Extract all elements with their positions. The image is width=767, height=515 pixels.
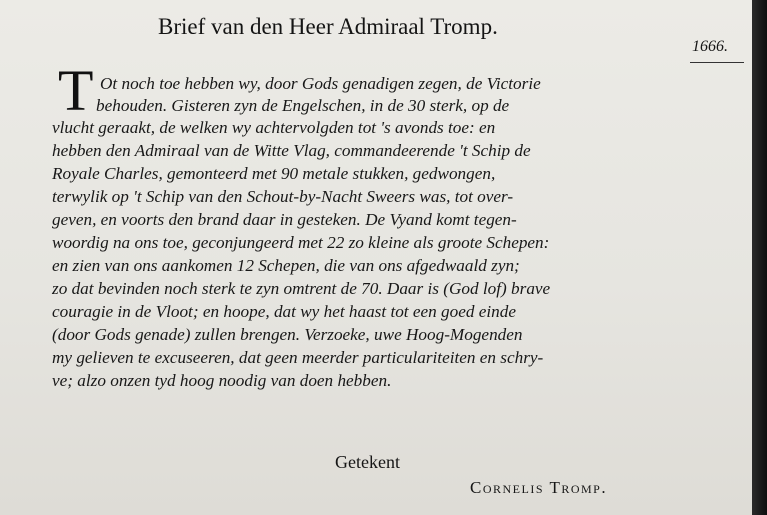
letter-line: my gelieven te excuseeren, dat geen meerder particulariteiten en schry- bbox=[52, 348, 544, 367]
letter-line: terwylik op 't Schip van den Schout-by-Nacht Sweers was, tot over- bbox=[52, 187, 514, 206]
letter-line: zo dat bevinden noch sterk te zyn omtrent de 70. Daar is (God lof) brave bbox=[52, 279, 551, 298]
drop-capital: T bbox=[58, 58, 94, 123]
letter-title: Brief van den Heer Admiraal Tromp. bbox=[158, 14, 498, 39]
page-edge-shadow bbox=[752, 0, 767, 515]
letter-line: Royale Charles, gemonteerd met 90 metale stukken, gedwongen, bbox=[52, 164, 496, 183]
letter-line: couragie in de Vloot; en hoope, dat wy het haast tot een goed einde bbox=[52, 302, 516, 321]
letter-line: Ot noch toe hebben wy, door Gods genadigen zegen, de Victorie bbox=[100, 74, 541, 93]
year-underline bbox=[690, 62, 744, 63]
signature: Cornelis Tromp. bbox=[470, 478, 608, 497]
letter-line: en zien van ons aankomen 12 Schepen, die van ons afgedwaald zyn; bbox=[52, 256, 520, 275]
letter-line: vlucht geraakt, de welken wy achtervolgden tot 's avonds toe: en bbox=[52, 118, 496, 137]
letter-line: (door Gods genade) zullen brengen. Verzoeke, uwe Hoog-Mogenden bbox=[52, 325, 523, 344]
letter-line: behouden. Gisteren zyn de Engelschen, in de 30 sterk, op de bbox=[96, 96, 510, 115]
letter-line: hebben den Admiraal van de Witte Vlag, commandeerende 't Schip de bbox=[52, 141, 531, 160]
letter-line: ve; alzo onzen tyd hoog noodig van doen hebben. bbox=[52, 371, 392, 390]
year-heading: 1666. bbox=[692, 38, 728, 55]
closing-getekent: Getekent bbox=[335, 452, 400, 472]
letter-line: geven, en voorts den brand daar in gesteken. De Vyand komt tegen- bbox=[52, 210, 517, 229]
letter-line: woordig na ons toe, geconjungeerd met 22 zo kleine als groote Schepen: bbox=[52, 233, 550, 252]
